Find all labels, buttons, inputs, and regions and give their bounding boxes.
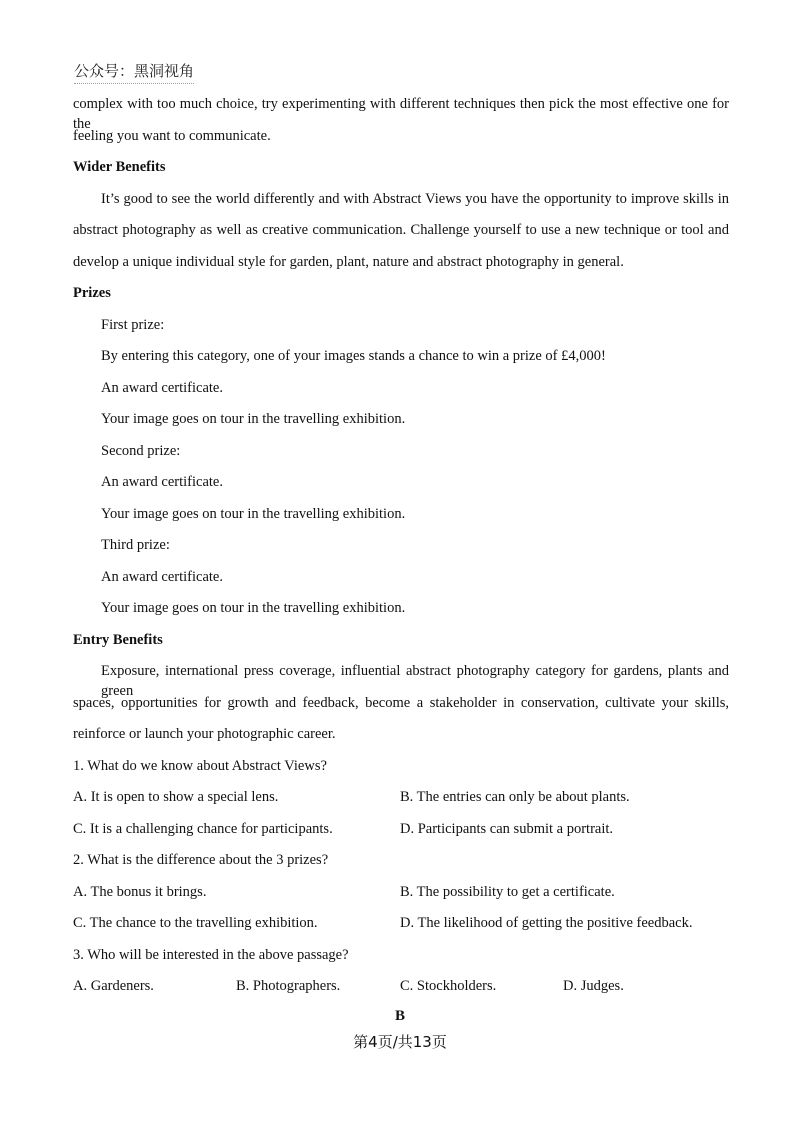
option-d: D. The likelihood of getting the positive feedback.: [400, 915, 693, 931]
section-label: B: [394, 1008, 405, 1024]
option-a: A. Gardeners.: [73, 978, 154, 994]
option-b: B. Photographers.: [236, 978, 341, 994]
prize-line: Second prize:: [101, 443, 181, 459]
option-c: C. It is a challenging chance for participants.: [73, 821, 333, 837]
option-c: C. Stockholders.: [400, 978, 497, 994]
question-1-row-1: [73, 787, 729, 807]
option-c: C. The chance to the travelling exhibition.: [73, 915, 318, 931]
option-d: D. Participants can submit a portrait.: [400, 821, 614, 837]
question-3-stem: 3. Who will be interested in the above passage?: [73, 947, 349, 963]
prize-line: Your image goes on tour in the travelling exhibition.: [101, 411, 406, 427]
prize-line: An award certificate.: [101, 474, 223, 490]
intro-line-2: feeling you want to communicate.: [73, 128, 271, 144]
option-d: D. Judges.: [563, 978, 624, 994]
entry-benefits-heading: Entry Benefits: [73, 632, 163, 648]
question-1-row-2: [73, 819, 729, 839]
prize-line: An award certificate.: [101, 569, 223, 585]
prize-line: Your image goes on tour in the travelling exhibition.: [101, 506, 406, 522]
intro-line-1: complex with too much choice, try experimenting with different techniques then pick the most effective one for the: [73, 96, 729, 132]
entry-line-1: Exposure, international press coverage, influential abstract photography category for gardens, plants and green: [101, 663, 729, 699]
wider-line-3: develop a unique individual style for garden, plant, nature and abstract photography in general.: [73, 254, 624, 270]
prize-line: Your image goes on tour in the travelling exhibition.: [101, 600, 406, 616]
question-2-row-2: [73, 913, 729, 933]
option-b: B. The entries can only be about plants.: [400, 789, 630, 805]
prize-line: Third prize:: [101, 537, 170, 553]
question-2-row-1: [73, 882, 729, 902]
question-1-stem: 1. What do we know about Abstract Views?: [73, 758, 327, 774]
wider-line-1: It’s good to see the world differently and with Abstract Views you have the opportunity to improve skills in: [101, 191, 729, 207]
prize-line: An award certificate.: [101, 380, 223, 396]
prize-line: First prize:: [101, 317, 165, 333]
prizes-heading: Prizes: [73, 285, 111, 301]
wider-benefits-heading: Wider Benefits: [73, 159, 166, 175]
prize-line: By entering this category, one of your images stands a chance to win a prize of £4,000!: [101, 348, 606, 364]
entry-line-2: spaces, opportunities for growth and feedback, become a stakeholder in conservation, cultivate your skills,: [73, 695, 729, 711]
option-a: A. It is open to show a special lens.: [73, 789, 279, 805]
entry-line-3: reinforce or launch your photographic career.: [73, 726, 336, 742]
page-footer: 第4页/共13页: [353, 1033, 447, 1051]
question-3-options: [73, 976, 729, 996]
option-b: B. The possibility to get a certificate.: [400, 884, 615, 900]
watermark-text: 公众号：黑洞视角: [74, 60, 194, 84]
question-2-stem: 2. What is the difference about the 3 prizes?: [73, 852, 329, 868]
option-a: A. The bonus it brings.: [73, 884, 207, 900]
wider-line-2: abstract photography as well as creative communication. Challenge yourself to use a new technique or tool and: [73, 222, 729, 238]
